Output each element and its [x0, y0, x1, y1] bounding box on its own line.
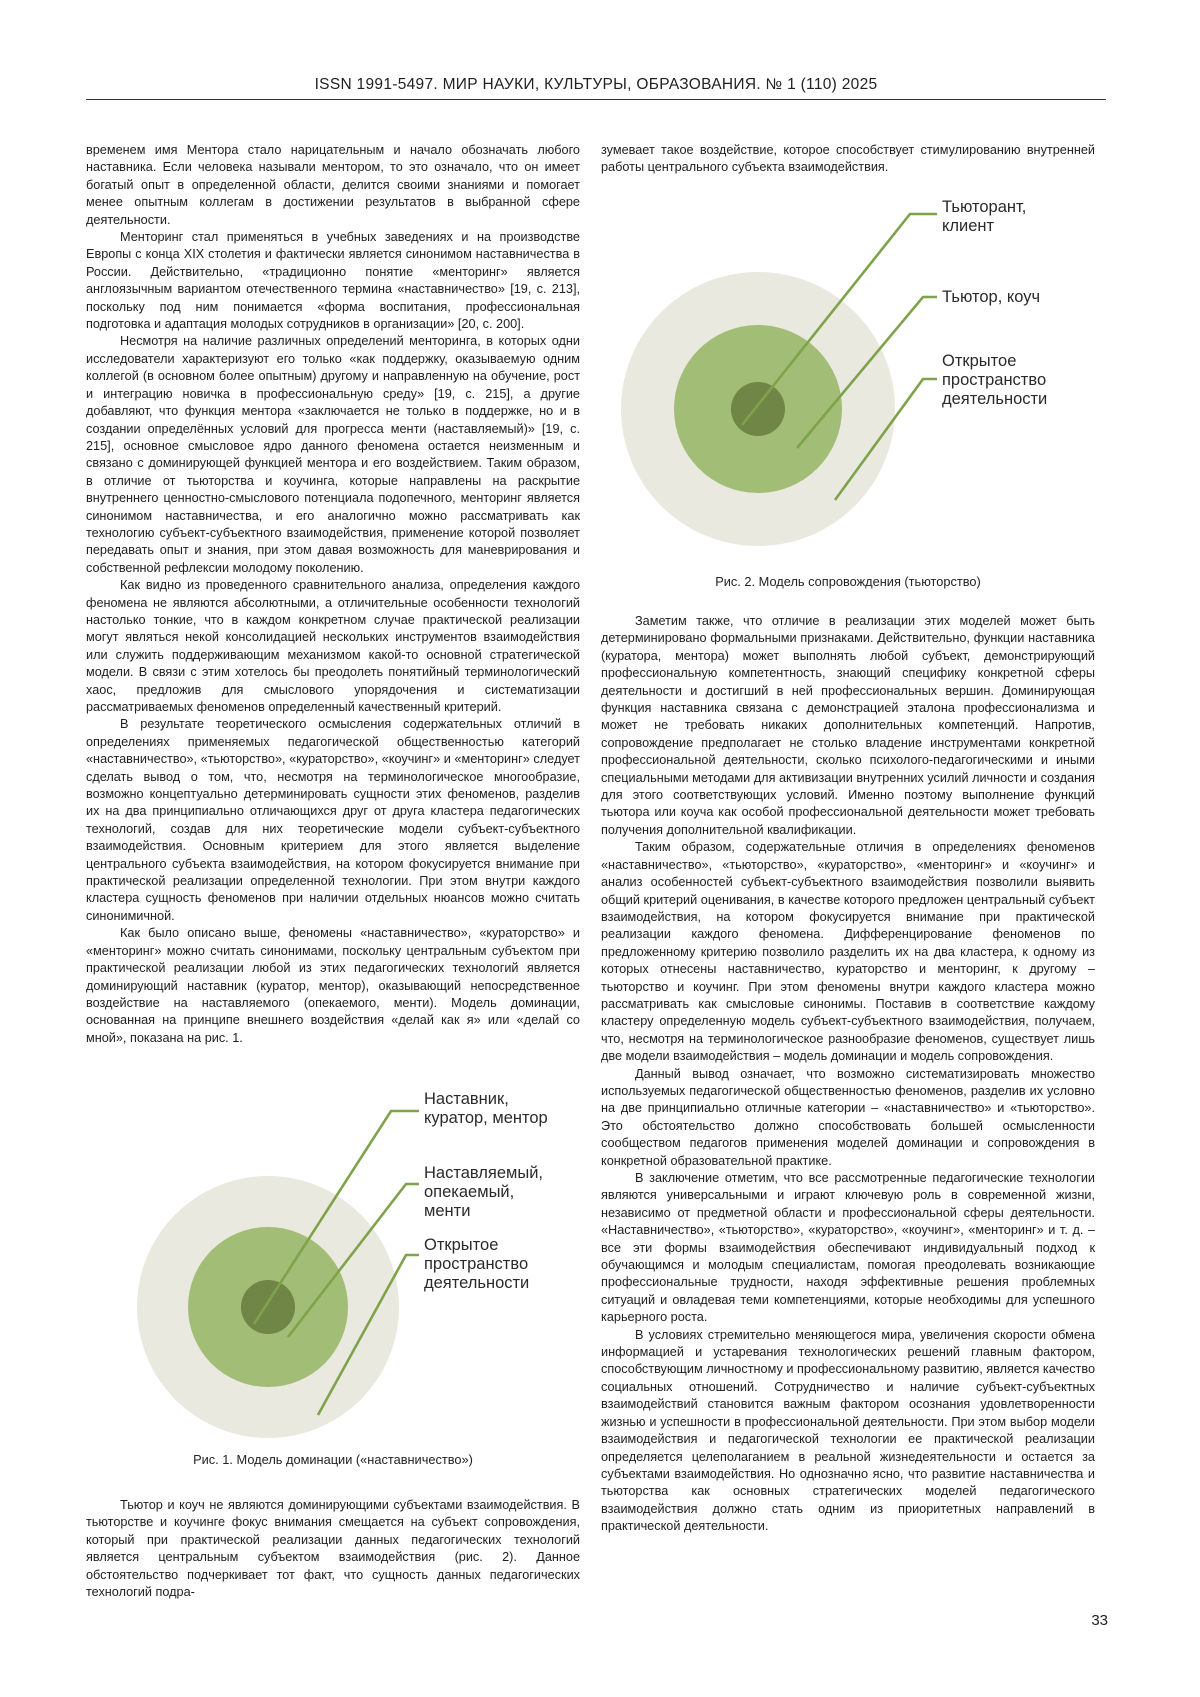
figure-2-label-tutor: Тьютор, коуч — [942, 288, 1040, 307]
figure-2-label-space: Открытое пространство деятельности — [942, 352, 1047, 409]
figure-1-label-mentee: Наставляемый, опекаемый, менти — [424, 1164, 543, 1221]
paragraph: временем имя Ментора стало нарицательным и начало обозначать любого наставника. Если человека называли ментором, то это означало, что он имеет богатый опыт в определенной области, делится своими знаниями и помогает менее опытным коллегам в достижении результатов в выбранной сфере деятельности. — [86, 142, 580, 229]
figure-2-support-model — [601, 192, 1101, 572]
running-head: ISSN 1991-5497. МИР НАУКИ, КУЛЬТУРЫ, ОБРАЗОВАНИЯ. № 1 (110) 2025 — [86, 76, 1106, 94]
right-column — [601, 613, 1095, 1536]
inner-circle — [731, 382, 785, 436]
paragraph: В условиях стремительно меняющегося мира, увеличения скорости обмена информацией и устаревания технологических решений главным фактором, способствующим личностному и профессиональному развитию, является качество социальных отношений. Сотрудничество и наличие субъект-субъектных взаимодействий становится важным фактором осознания удовлетворенности жизнью и успешности в профессиональной деятельности. При этом выбор модели взаимодействия и педагогической технологии ее практической реализации определяется целеполаганием в реальной жизнедеятельности и остается за субъектами взаимодействия. Но однозначно ясно, что развитие наставничества и тьюторства как основных стратегических моделей педагогического взаимодействия должно стать одним из приоритетных направлений в практической деятельности. — [601, 1327, 1095, 1536]
right-column-top — [601, 142, 1095, 177]
inner-circle — [241, 1280, 295, 1334]
paragraph: Заметим также, что отличие в реализации этих моделей может быть детерминировано формальными признаками. Действительно, функции наставника (куратора, ментора) может выполнять любой субъект, демонстрирующий профессиональную компетентность, знающий специфику конкретной сферы деятельности и достигший в ней профессиональных вершин. Доминирующая функция наставника связана с демонстрацией эталона профессионализма и может не требовать никаких дополнительных компетенций. Напротив, сопровождение предполагает не столько владение инструментами конкретной профессиональной деятельности, сколько психолого-педагогическими и иными специальными методами для активизации внутренних усилий личности и создания для этого соответствующих условий. Именно поэтому выполнение функций тьютора или коуча как особой профессиональной деятельности может требовать получения дополнительной квалификации. — [601, 613, 1095, 839]
page-number: 33 — [1091, 1612, 1108, 1629]
figure-1-caption: Рис. 1. Модель доминации («наставничество») — [86, 1452, 580, 1467]
paragraph: Данный вывод означает, что возможно систематизировать множество используемых педагогической общественностью феноменов, разделив их условно на две принципиально отличные категории – «наставничество» и «тьюторство». Это обстоятельство должно способствовать большей осмысленности сообществом педагогов применения моделей доминации и сопровождения в конкретной образовательной практике. — [601, 1066, 1095, 1170]
paragraph: Тьютор и коуч не являются доминирующими субъектами взаимодействия. В тьюторстве и коучинге фокус внимания смещается на субъект сопровождения, который при практической реализации данных педагогических технологий является центральным субъектом взаимодействия (рис. 2). Данное обстоятельство подчеркивает тот факт, что сущность данных педагогических технологий подра- — [86, 1497, 580, 1601]
paragraph: Как было описано выше, феномены «наставничество», «кураторство» и «менторинг» можно считать синонимами, поскольку центральным субъектом при практической реализации любой из этих педагогических технологий является доминирующий наставник (куратор, ментор), оказывающий непосредственное воздействие на наставляемого (опекаемого, менти). Модель доминации, основанная на принципе внешнего воздействия «делай как я» или «делай со мной», показана на рис. 1. — [86, 925, 580, 1047]
paragraph: Как видно из проведенного сравнительного анализа, определения каждого феномена не являются абсолютными, а отличительные особенности технологий настолько тонкие, что в каждом конкретном случае практической реализации могут являться некой консолидацией нескольких инструментов взаимодействия или служить поддерживающим механизмом какой-то основной стратегической модели. В связи с этим хотелось бы преодолеть понятийный терминологический хаос, предложив для смыслового упорядочения и систематизации рассматриваемых феноменов определенный качественный критерий. — [86, 577, 580, 716]
paragraph: зумевает такое воздействие, которое способствует стимулированию внутренней работы центрального субъекта взаимодействия. — [601, 142, 1095, 177]
figure-2-label-tutee: Тьюторант, клиент — [942, 198, 1026, 236]
paragraph: Несмотря на наличие различных определений менторинга, в которых одни исследователи характеризуют его только «как поддержку, оказываемую одним коллегой (в основном более опытным) другому и направленную на обучение, рост и интеграцию новичка в профессиональную среду» [19, с. 215], а другие добавляют, что функция ментора «заключается не только в поддержке, но и в создании определённых условий для прогресса менти (наставляемый)» [19, с. 215], основное смысловое ядро данного феномена остается неизменным и связано с доминирующей функцией ментора и его воздействием. Таким образом, в отличие от тьюторства и коучинга, которые направлены на раскрытие внутреннего ценностно-смыслового потенциала подопечного, менторинг является синонимом наставничества, и его аналогично можно рассматривать как технологию субъект-субъектного взаимодействия, применение которой позволяет передавать опыт и знания, при этом давая возможность для маневрирования и собственной рефлексии молодому поколению. — [86, 333, 580, 577]
figure-1-label-space: Открытое пространство деятельности — [424, 1236, 529, 1293]
paragraph: Менторинг стал применяться в учебных заведениях и на производстве Европы с конца XIX столетия и фактически является синонимом наставничества в России. Действительно, «традиционно понятие «менторинг» является англоязычным вариантом отечественного термина «наставничество» [19, с. 213], поскольку под ним понимается «форма воспитания, профессиональная подготовка и адаптация молодых сотрудников в организации» [20, с. 200]. — [86, 229, 580, 333]
figure-2-caption: Рис. 2. Модель сопровождения (тьюторство) — [601, 574, 1095, 589]
figure-1-label-mentor: Наставник, куратор, ментор — [424, 1090, 548, 1128]
paragraph: В заключение отметим, что все рассмотренные педагогические технологии являются универсальными и играют ключевую роль в современной жизни, независимо от предметной области и профессиональной сферы деятельности. «Наставничество», «тьюторство», «кураторство», «коучинг», «менторинг» и т. д. – все эти формы взаимодействия обеспечивают индивидуальный подход к обучающимся и молодым специалистам, помогая преодолевать возникающие профессиональные трудности, находя эффективные решения проблемных ситуаций и овладевая теми компетенциями, которые необходимы для успешного карьерного роста. — [601, 1170, 1095, 1327]
paragraph: В результате теоретического осмысления содержательных отличий в определениях применяемых педагогической общественностью категорий «наставничество», «тьюторство», «кураторство», «коучинг» и «менторинг» следует сделать вывод о том, что, несмотря на терминологическое многообразие, возможно концептуально детерминировать сущности этих феноменов, разделив их на два принципиально отличающихся друг от друга кластера педагогических технологий, создав для них теоретические модели субъект-субъектного взаимодействия. Основным критерием для этого является выделение центрального субъекта взаимодействия, на котором фокусируется внимание при практической реализации определенной технологии. При этом внутри каждого кластера сущность феноменов при наличии отдельных нюансов можно считать синонимичной. — [86, 716, 580, 925]
figure-1-domination-model — [86, 1080, 586, 1440]
header-rule — [86, 99, 1106, 100]
paragraph: Таким образом, содержательные отличия в определениях феноменов «наставничество», «тьюторство», «кураторство», «менторинг» и «коучинг» и анализ особенностей субъект-субъектного взаимодействия позволили выявить общий критерий оценивания, в качестве которого предложен центральный субъект взаимодействия, на котором фокусируется внимание при практической реализации каждого феномена. Дифференцирование феноменов по предложенному критерию позволило разделить их на два кластера, к одному из которых отнесены наставничество, кураторство и менторинг, к другому – тьюторство и коучинг. При этом феномены внутри каждого кластера можно рассматривать как смысловые синонимы. Поставив в соответствие каждому кластеру определенную модель субъект-субъектного взаимодействия, получаем, что, несмотря на терминологическое разнообразие феноменов, существует лишь две модели взаимодействия – модель доминации и модель сопровождения. — [601, 839, 1095, 1065]
left-column — [86, 142, 580, 1047]
left-column-continued — [86, 1497, 580, 1601]
